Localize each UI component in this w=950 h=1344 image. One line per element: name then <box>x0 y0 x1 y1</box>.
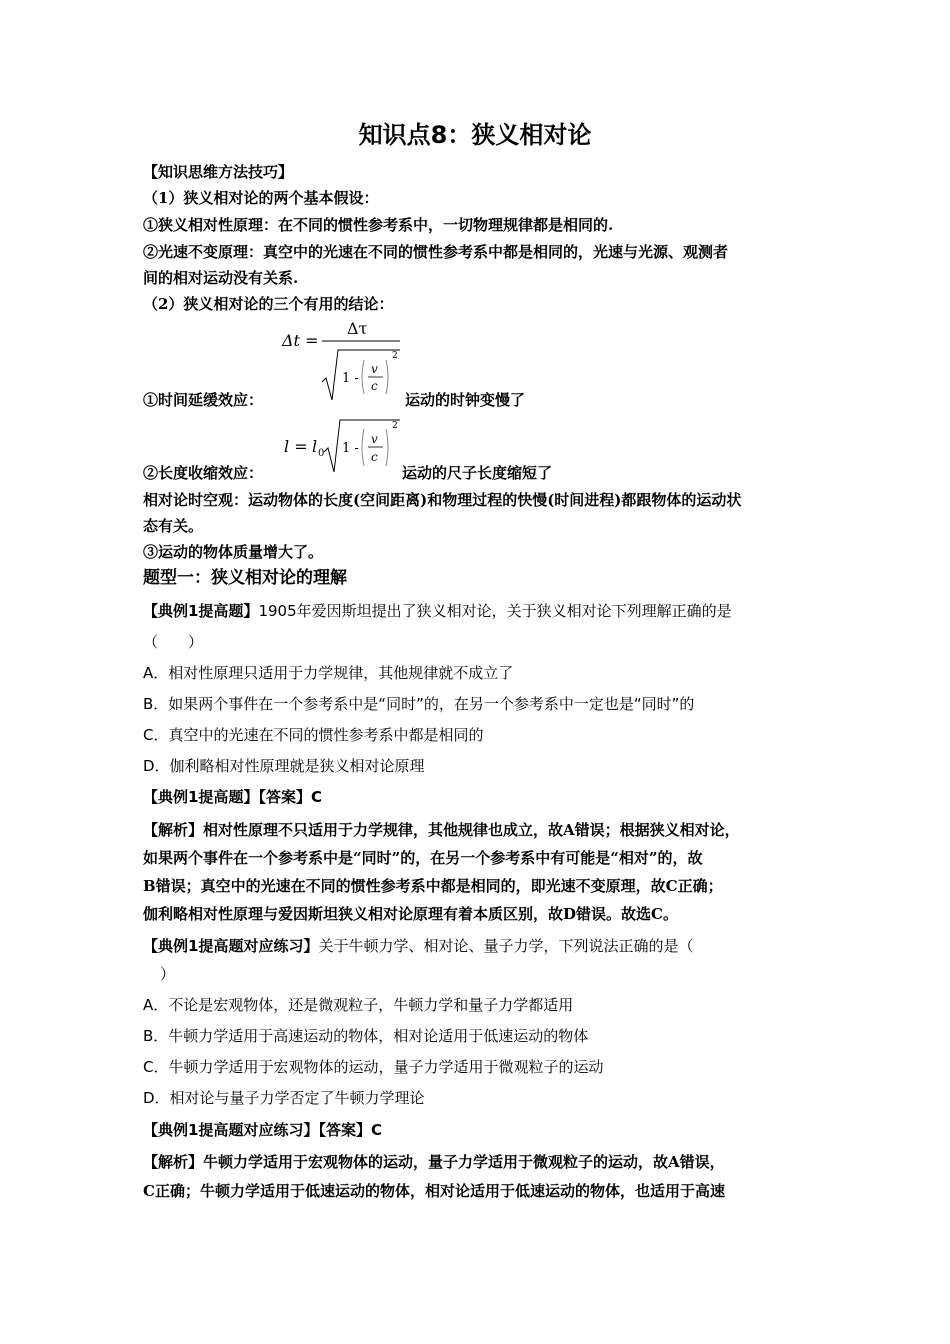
practice1-analysis-line-2: C正确；牛顿力学适用于低速运动的物体，相对论适用于低速运动的物体，也适用于高速 <box>143 1182 725 1200</box>
tips-paragraph-1: （1）狭义相对论的两个基本假设： <box>143 189 379 207</box>
practice1-question-text: 关于牛顿力学、相对论、量子力学，下列说法正确的是（ <box>318 937 694 955</box>
practice1-question <box>143 936 693 956</box>
example1-answer-label: 【典例1提高题】【答案】 <box>143 788 311 806</box>
example1-label: 【典例1提高题】 <box>143 602 259 620</box>
example1-analysis-line-2: 如果两个事件在一个参考系中是“同时”的，在另一个参考系中有可能是“相对”的，故 <box>143 849 703 867</box>
practice1-answer <box>143 1120 382 1140</box>
tips-paragraph-5b: 态有关。 <box>143 517 204 535</box>
formula2-lhs: l = <box>284 437 308 456</box>
practice1-option-c: C．牛顿力学适用于宏观物体的运动，量子力学适用于微观粒子的运动 <box>143 1058 604 1076</box>
practice1-option-a: A．不论是宏观物体，还是微观粒子，牛顿力学和量子力学都适用 <box>143 996 574 1014</box>
formula2-v: v <box>371 432 378 446</box>
formula2-power: 2 <box>392 421 398 431</box>
practice1-analysis-text-1: 牛顿力学适用于宏观物体的运动，量子力学适用于微观粒子的运动，故A错误， <box>203 1153 725 1171</box>
practice1-answer-value: C <box>370 1121 382 1139</box>
formula2-c: c <box>371 450 378 464</box>
tips-paragraph-3a: ②光速不变原理：真空中的光速在不同的惯性参考系中都是相同的，光速与光源、观测者 <box>143 243 729 261</box>
effect1-note: 运动的时钟变慢了 <box>405 391 526 409</box>
formula1-power: 2 <box>392 351 398 361</box>
tips-paragraph-2: ①狭义相对性原理：在不同的惯性参考系中，一切物理规律都是相同的. <box>143 216 614 234</box>
formula2-sub0: 0 <box>318 448 325 459</box>
example1-option-c: C．真空中的光速在不同的惯性参考系中都是相同的 <box>143 726 484 744</box>
example1-analysis-line-1 <box>143 820 740 840</box>
formula1-numerator: Δτ <box>347 319 368 338</box>
example1-question-text: 1905年爱因斯坦提出了狭义相对论，关于狭义相对论下列理解正确的是 <box>258 602 732 620</box>
formula1-v: v <box>371 362 378 376</box>
example1-answer <box>143 787 322 807</box>
tips-paragraph-4: （2）狭义相对论的三个有用的结论： <box>143 295 394 313</box>
formula1-c: c <box>371 379 378 393</box>
formula2-one-minus: 1 - <box>342 441 359 456</box>
example1-analysis-text-1: 相对性原理不只适用于力学规律，其他规律也成立，故A错误；根据狭义相对论， <box>203 821 740 839</box>
effect2-label: ②长度收缩效应： <box>143 464 264 482</box>
example1-analysis-label: 【解析】 <box>143 821 204 839</box>
practice1-question-close: ） <box>160 965 176 983</box>
example1-question <box>143 601 732 621</box>
tips-paragraph-6: ③运动的物体质量增大了。 <box>143 543 324 561</box>
time-dilation-formula <box>280 316 410 406</box>
practice1-label: 【典例1提高题对应练习】 <box>143 937 319 955</box>
example1-analysis-line-3: B错误；真空中的光速在不同的惯性参考系中都是相同的，即光速不变原理，故C正确； <box>143 877 723 895</box>
example1-option-a: A．相对性原理只适用于力学规律，其他规律就不成立了 <box>143 664 514 682</box>
tips-heading: 【知识思维方法技巧】 <box>143 163 294 181</box>
formula2-l0: l <box>312 437 318 456</box>
effect2-note: 运动的尺子长度缩短了 <box>402 464 553 482</box>
formula1-one-minus: 1 - <box>342 371 359 386</box>
practice1-option-d: D．相对论与量子力学否定了牛顿力学理论 <box>143 1089 425 1107</box>
tips-paragraph-3b: 间的相对运动没有关系. <box>143 269 299 287</box>
example1-option-d: D．伽利略相对性原理就是狭义相对论原理 <box>143 757 425 775</box>
practice1-answer-label: 【典例1提高题对应练习】【答案】 <box>143 1121 371 1139</box>
example1-option-b: B．如果两个事件在一个参考系中是“同时”的，在另一个参考系中一定也是“同时”的 <box>143 695 695 713</box>
formula1-lhs: Δt = <box>282 331 319 350</box>
tips-paragraph-5a: 相对论时空观：运动物体的长度(空间距离)和物理过程的快慢(时间进程)都跟物体的运动状 <box>143 491 742 509</box>
practice1-analysis-label: 【解析】 <box>143 1153 204 1171</box>
practice1-option-b: B．牛顿力学适用于高速运动的物体，相对论适用于低速运动的物体 <box>143 1027 589 1045</box>
example1-analysis-line-4: 伽利略相对性原理与爱因斯坦狭义相对论原理有着本质区别，故D错误。故选C。 <box>143 905 678 923</box>
length-contraction-formula <box>280 414 410 480</box>
example1-answer-value: C <box>310 788 322 806</box>
page-title: 知识点8：狭义相对论 <box>358 121 592 149</box>
effect1-label: ①时间延缓效应： <box>143 391 264 409</box>
practice1-analysis-line-1 <box>143 1152 725 1172</box>
example1-question-blank: （ ） <box>143 633 204 651</box>
type1-heading: 题型一：狭义相对论的理解 <box>143 568 347 588</box>
